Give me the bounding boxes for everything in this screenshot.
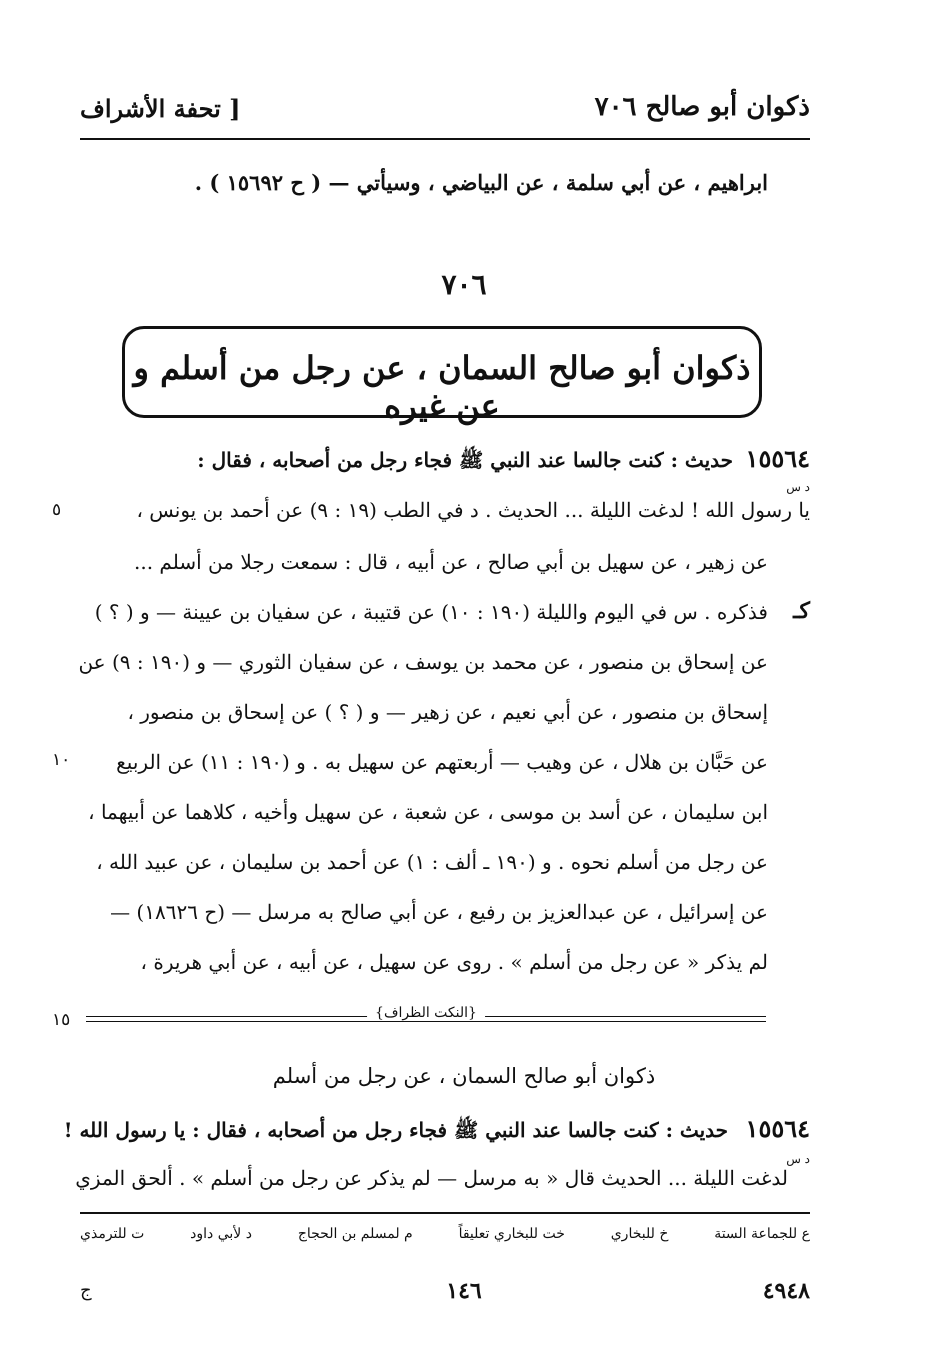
legend-item: ع للجماعة الستة (714, 1226, 810, 1242)
running-header-title: ذكوان أبو صالح ٧٠٦ (594, 92, 810, 122)
legend-rule (80, 1212, 810, 1214)
hadith-line-9: عن رجل من أسلم نحوه . و (١٩٠ ـ ألف : ١) عن أحمد بن سليمان ، عن عبيد الله ، (96, 850, 768, 874)
nukat-line-2: لدغت الليلة ... الحديث قال « به مرسل — لم يذكر عن رجل من أسلم » . ألحق المزي (75, 1166, 788, 1190)
entry-number: ٧٠٦ (441, 268, 487, 301)
nukat-line-1: حديث : كنت جالسا عند النبي ﷺ فجاء رجل من أصحابه ، فقال : يا رسول الله ! (63, 1118, 728, 1142)
margin-sigla-kaf: كـ (793, 598, 810, 624)
page-number: ١٤٦ (446, 1278, 482, 1304)
legend-item: خت للبخاري تعليقاً (458, 1226, 565, 1242)
header-rule (80, 138, 810, 140)
continuation-line: ابراهيم ، عن أبي سلمة ، عن البياضي ، وسيأتي — ( ح ١٥٦٩٢ ) . (194, 170, 768, 195)
hadith-line-7: عن حَبَّان بن هلال ، عن وهيب — أربعتهم عن سهيل به . و (١٩٠ : ١١) عن الربيع (116, 750, 768, 774)
hadith-line-10: عن إسرائيل ، عن عبدالعزيز بن رفيع ، عن أبي صالح به مرسل — (ح ١٨٦٢٦) — (110, 900, 768, 924)
line-number-5: ٥ (52, 500, 62, 520)
hadith-line-6: إسحاق بن منصور ، عن أبي نعيم ، عن زهير — و ( ؟ ) عن إسحاق بن منصور ، (127, 700, 768, 724)
line-number-10: ١٠ (52, 750, 71, 770)
legend-item: د لأبي داود (190, 1226, 252, 1242)
footer-volume-number: ٤٩٤٨ (762, 1278, 810, 1304)
running-header-book: [ تحفة الأشراف (80, 94, 241, 123)
nukat-hadith-number: ١٥٥٦٤ (745, 1114, 810, 1143)
hadith-line-11: لم يذكر « عن رجل من أسلم » . روى عن سهيل ، عن أبيه ، عن أبي هريرة ، (140, 950, 768, 974)
entry-title-box (122, 326, 762, 425)
legend-item: ت للترمذي (80, 1226, 145, 1242)
sigla-legend (80, 1226, 810, 1242)
nukat-subtitle: ذكوان أبو صالح السمان ، عن رجل من أسلم (272, 1064, 656, 1088)
legend-item: م لمسلم بن الحجاج (297, 1226, 413, 1242)
hadith-line-1: حديث : كنت جالسا عند النبي ﷺ فجاء رجل من أصحابه ، فقال : (197, 448, 733, 472)
line-number-15: ١٥ (52, 1010, 71, 1030)
hadith-line-3: عن زهير ، عن سهيل بن أبي صالح ، عن أبيه ، قال : سمعت رجلا من أسلم ... (134, 550, 768, 574)
hadith-line-5: عن إسحاق بن منصور ، عن محمد بن يوسف ، عن سفيان الثوري — و (١٩٠ : ٩) عن (78, 650, 768, 674)
legend-item: خ للبخاري (610, 1226, 669, 1242)
section-divider (86, 1005, 766, 1024)
margin-sigla: د س (786, 480, 810, 494)
footer-signature: ج (80, 1280, 92, 1301)
entry-title: ذكوان أبو صالح السمان ، عن رجل من أسلم و عن غيره (133, 349, 751, 425)
hadith-number: ١٥٥٦٤ (745, 444, 810, 473)
hadith-line-4: فذكره . س في اليوم والليلة (١٩٠ : ١٠) عن قتيبة ، عن سفيان بن عيينة — و ( ؟ ) (94, 600, 768, 624)
divider-label: {النكت الظراف} (367, 1005, 485, 1021)
hadith-line-2: يا رسول الله ! لدغت الليلة ... الحديث . د في الطب (١٩ : ٩) عن أحمد بن يونس ، (136, 498, 810, 522)
hadith-line-8: ابن سليمان ، عن أسد بن موسى ، عن شعبة ، عن سهيل وأخيه ، كلاهما عن أبيهما ، (88, 800, 768, 824)
nukat-margin-sigla: د س (786, 1152, 810, 1166)
